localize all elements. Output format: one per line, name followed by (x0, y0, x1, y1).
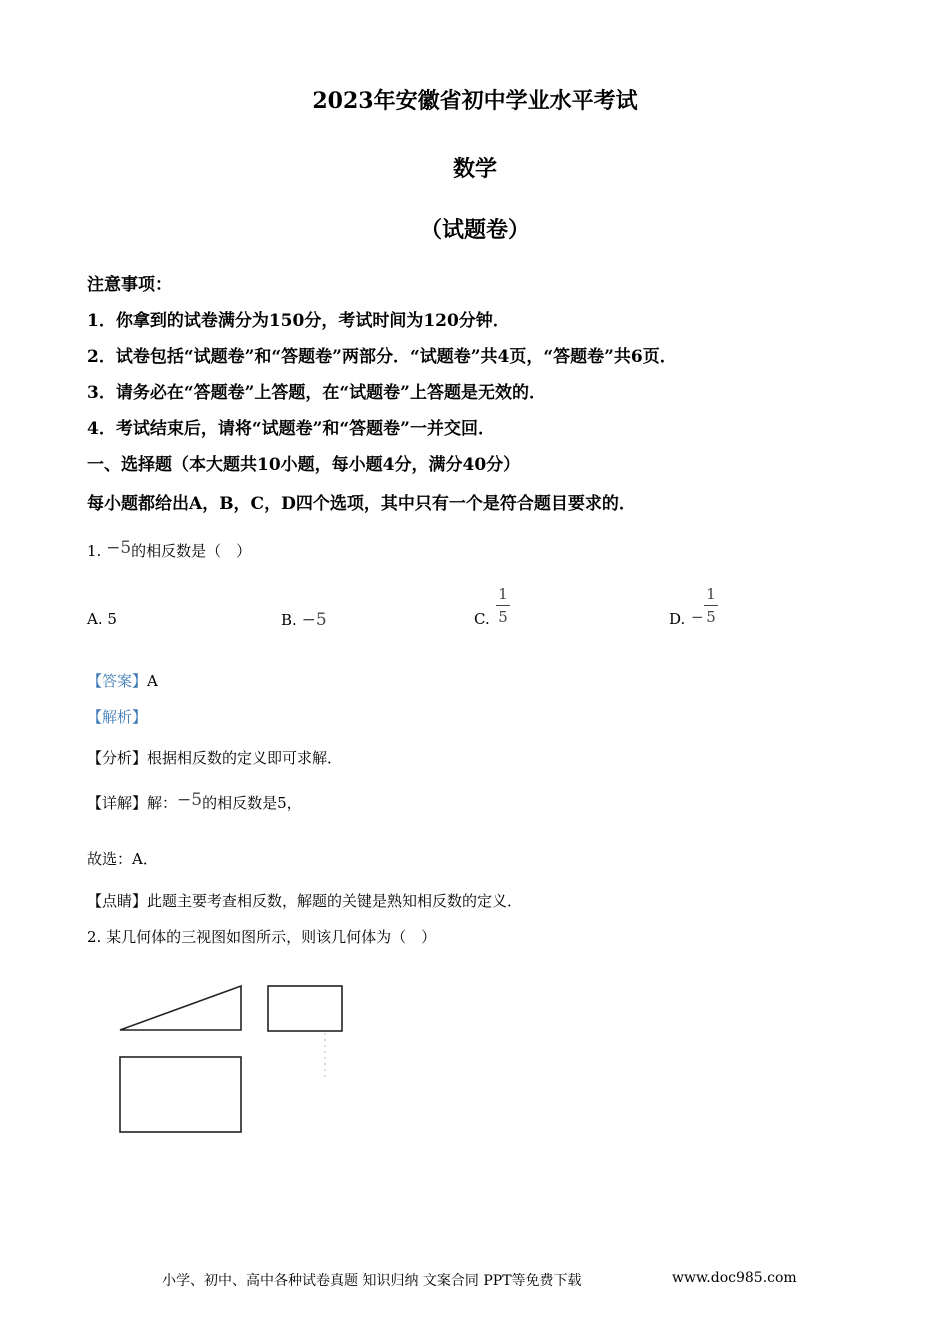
option-b-value: −5 (301, 610, 327, 630)
option-b (281, 610, 327, 630)
footer-url[interactable]: www.doc985.com (672, 1270, 797, 1286)
answer-tag: 【答案】 (87, 672, 148, 690)
section1-instruction: 每小题都给出A，B，C，D四个选项，其中只有一个是符合题目要求的． (87, 494, 636, 514)
paper-subtitle: （试题卷） (419, 217, 530, 243)
option-a (87, 610, 117, 628)
option-a-label: A. (87, 610, 103, 628)
side-view-rectangle (268, 986, 342, 1031)
analysis-tag: 【解析】 (87, 708, 148, 726)
subject-title: 数学 (452, 156, 497, 182)
note-item-1: 1．你拿到的试卷满分为150分，考试时间为120分钟． (87, 311, 510, 331)
option-d-denominator: 5 (706, 608, 716, 626)
section1-heading: 一、选择题（本大题共10小题，每小题4分，满分40分） (87, 455, 521, 475)
option-d-numerator: 1 (706, 585, 716, 603)
option-d-label: D. (669, 610, 686, 628)
q1-stem (87, 540, 251, 561)
option-d-fraction (704, 585, 718, 626)
detail-math: −5 (177, 790, 203, 810)
q1-detail (87, 792, 302, 813)
footer-text: 小学、初中、高中各种试卷真题 知识归纳 文案合同 PPT等免费下载 (162, 1273, 582, 1289)
q1-fenxi: 【分析】根据相反数的定义即可求解． (87, 749, 343, 767)
front-view-triangle (120, 986, 241, 1030)
q1-choose: 故选：A． (87, 850, 158, 868)
option-c-label: C. (474, 610, 490, 628)
q1-text: 的相反数是（ ） (131, 542, 252, 560)
note-item-2: 2．试卷包括“试题卷”和“答题卷”两部分．“试题卷”共4页，“答题卷”共6页． (87, 347, 677, 367)
option-d-sign: − (691, 608, 704, 626)
q1-math: −5 (106, 538, 132, 558)
top-view-rectangle (120, 1057, 241, 1132)
option-c-numerator: 1 (498, 585, 508, 603)
answer-value: A (147, 672, 158, 690)
notes-heading: 注意事项： (87, 275, 172, 295)
exam-title: 2023年安徽省初中学业水平考试 (312, 88, 638, 114)
option-b-label: B. (281, 611, 297, 629)
q2-stem: 2. 某几何体的三视图如图所示，则该几何体为（ ） (87, 928, 437, 946)
q1-dianjing: 【点睛】此题主要考查相反数，解题的关键是熟知相反数的定义． (87, 892, 523, 910)
option-c-fraction (496, 585, 510, 626)
fraction-bar (496, 605, 510, 606)
q1-answer (87, 670, 158, 691)
q1-number: 1. (87, 542, 102, 560)
note-item-3: 3．请务必在“答题卷”上答题，在“试题卷”上答题是无效的． (87, 383, 546, 403)
detail-suffix: 的相反数是5， (202, 794, 302, 812)
detail-prefix: 【详解】解： (87, 794, 178, 812)
option-a-value: 5 (107, 610, 117, 628)
note-item-4: 4．考试结束后，请将“试题卷”和“答题卷”一并交回． (87, 419, 495, 439)
three-view-figure (110, 978, 360, 1143)
fraction-bar (704, 605, 718, 606)
option-c-denominator: 5 (498, 608, 508, 626)
